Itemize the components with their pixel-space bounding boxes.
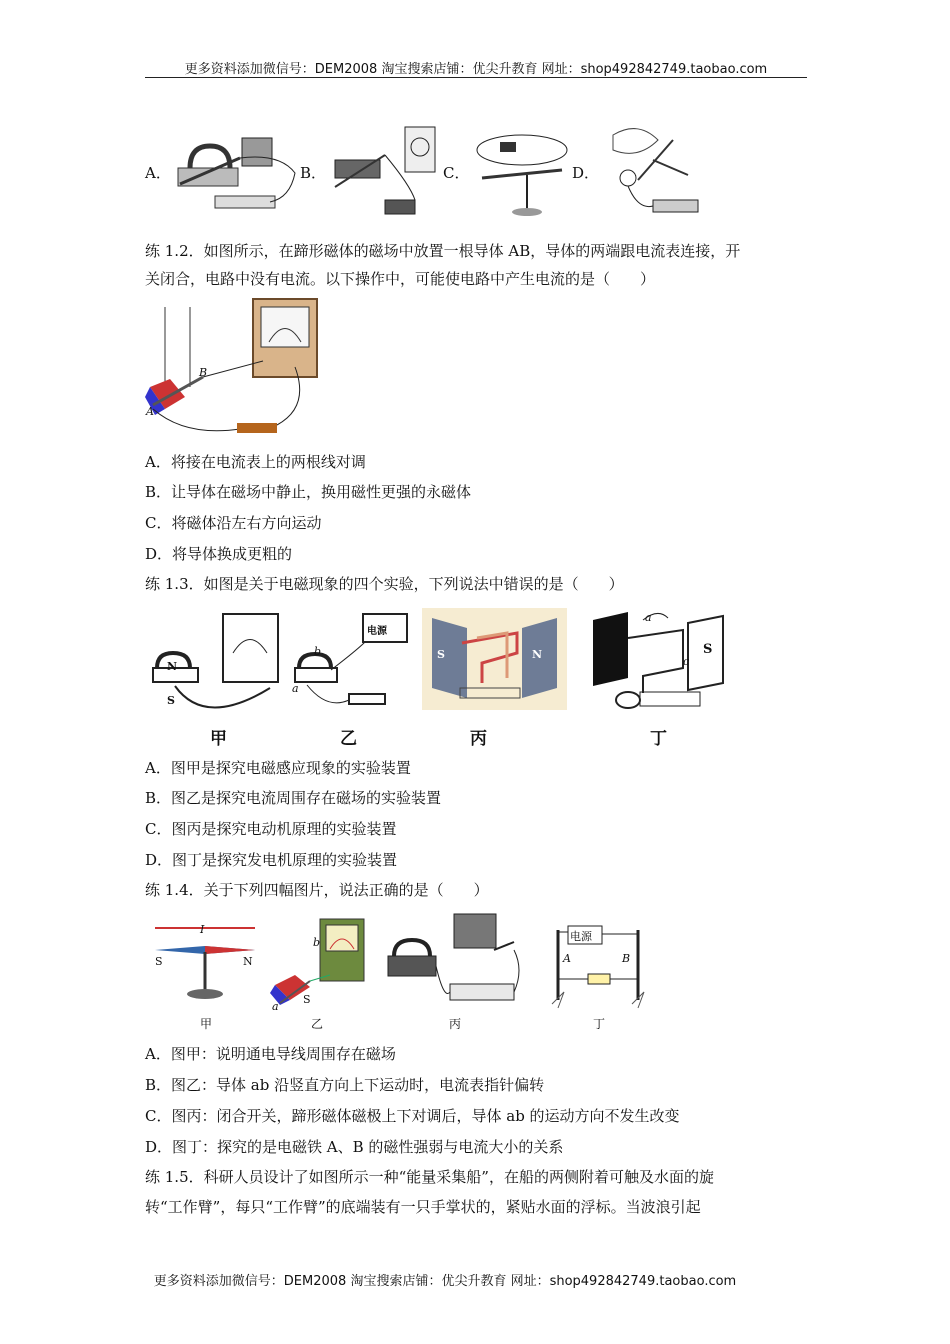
q1-4-figure-bing [384, 910, 529, 1010]
page-header: 更多资料添加微信号：DEM2008 淘宝搜索店铺：优尖升教育 网址：shop492842749.taobao.com [184, 62, 768, 77]
q1-4-ding-label-power: 电源 [570, 930, 592, 943]
q1-3-jia-label-s: S [167, 694, 175, 707]
q1-1-figure-b [330, 125, 440, 220]
q1-3-caption-bing: 丙 [470, 729, 487, 749]
q1-3-option-b: B．图乙是探究电流周围存在磁场的实验装置 [145, 789, 442, 807]
q1-4-figure-yi [270, 915, 370, 1015]
q1-4-jia-label-i: I [200, 923, 205, 936]
q1-3-stem: 练 1.3．如图是关于电磁现象的四个实验，下列说法中错误的是（ ） [145, 575, 624, 593]
q1-1-label-a: A． [145, 164, 171, 182]
q1-4-option-b: B．图乙：导体 ab 沿竖直方向上下运动时，电流表指针偏转 [145, 1076, 545, 1094]
q1-1-figure-d [598, 120, 718, 220]
q1-3-figure-jia [145, 608, 285, 718]
q1-2-option-a: A．将接在电流表上的两根线对调 [145, 453, 366, 471]
q1-1-label-b: B． [300, 164, 327, 182]
q1-5-stem-line-1: 练 1.5．科研人员设计了如图所示一种“能量采集船”，在船的两侧附着可触及水面的旋 [145, 1168, 714, 1186]
q1-5-stem-line-2: 转“工作臂”，每只“工作臂”的底端装有一只手掌状的，紧贴水面的浮标。当波浪引起 [145, 1198, 701, 1216]
q1-3-bing-label-n: N [532, 648, 543, 661]
q1-3-caption-jia: 甲 [210, 729, 227, 749]
q1-3-yi-label-b: b [314, 645, 322, 658]
q1-3-bing-label-s: S [437, 648, 445, 661]
q1-2-stem-line-2: 关闭合，电路中没有电流。以下操作中，可能使电路中产生电流的是（ ） [145, 270, 656, 288]
page-footer: 更多资料添加微信号：DEM2008 淘宝搜索店铺：优尖升教育 网址：shop492842749.taobao.com [153, 1274, 737, 1289]
q1-4-jia-label-n: N [243, 955, 253, 968]
q1-3-jia-label-n: N [167, 660, 178, 673]
q1-3-ding-label-s: S [703, 642, 713, 657]
q1-2-stem-line-1: 练 1.2．如图所示，在蹄形磁体的磁场中放置一根导体 AB，导体的两端跟电流表连接，开 [145, 242, 741, 260]
q1-3-option-a: A．图甲是探究电磁感应现象的实验装置 [145, 759, 411, 777]
q1-4-ding-label-a: A [563, 952, 571, 965]
q1-3-yi-label-a: a [292, 682, 299, 695]
q1-4-stem: 练 1.4．关于下列四幅图片，说法正确的是（ ） [145, 881, 489, 899]
q1-4-figure-ding [550, 922, 650, 1012]
q1-4-caption-yi: 乙 [311, 1017, 324, 1031]
q1-4-yi-label-a: a [272, 1000, 279, 1013]
header-rule [145, 77, 807, 78]
q1-3-caption-yi: 乙 [340, 729, 357, 749]
q1-4-yi-label-b: b [313, 936, 321, 949]
q1-3-yi-label-power: 电源 [367, 626, 387, 637]
q1-3-option-d: D．图丁是探究发电机原理的实验装置 [145, 851, 398, 869]
q1-1-label-d: D． [572, 164, 600, 182]
q1-4-option-a: A．图甲：说明通电导线周围存在磁场 [145, 1045, 396, 1063]
q1-4-jia-label-s: S [155, 955, 163, 968]
q1-4-ding-label-b: B [622, 952, 631, 965]
q1-3-ding-label-a: a [645, 611, 652, 624]
q1-2-label-b: B [199, 366, 208, 379]
q1-2-option-c: C．将磁体沿左右方向运动 [145, 514, 322, 532]
q1-4-yi-label-s: S [303, 993, 311, 1006]
q1-2-option-d: D．将导体换成更粗的 [145, 545, 293, 563]
q1-3-figure-ding [588, 608, 733, 718]
q1-1-figure-a [170, 128, 305, 213]
q1-3-figure-yi [287, 610, 412, 718]
q1-2-option-b: B．让导体在磁场中静止，换用磁性更强的永磁体 [145, 483, 472, 501]
q1-4-caption-jia: 甲 [200, 1017, 213, 1031]
q1-4-caption-bing: 丙 [449, 1017, 462, 1031]
q1-3-option-c: C．图丙是探究电动机原理的实验装置 [145, 820, 397, 838]
q1-3-caption-ding: 丁 [650, 729, 667, 749]
q1-2-label-a: A [146, 405, 154, 418]
q1-2-figure [145, 297, 325, 437]
q1-4-option-c: C．图丙：闭合开关，蹄形磁体磁极上下对调后，导体 ab 的运动方向不发生改变 [145, 1107, 680, 1125]
q1-3-ding-label-c: c [683, 655, 690, 668]
q1-1-label-c: C． [443, 164, 470, 182]
q1-4-option-d: D．图丁：探究的是电磁铁 A、B 的磁性强弱与电流大小的关系 [145, 1138, 564, 1156]
q1-1-figure-c [472, 130, 572, 220]
q1-4-caption-ding: 丁 [593, 1017, 606, 1031]
